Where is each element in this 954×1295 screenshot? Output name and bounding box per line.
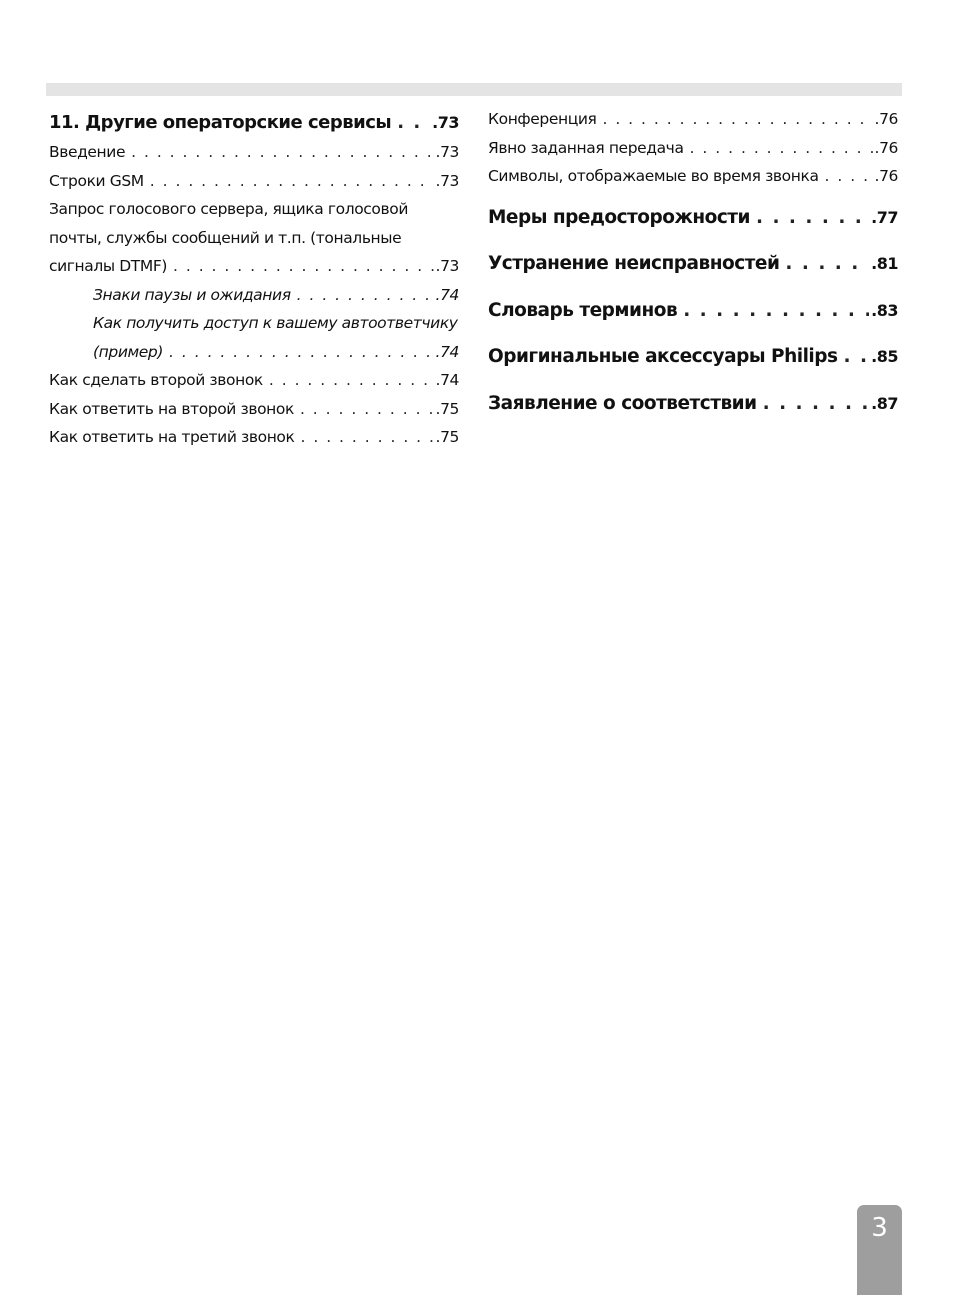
toc-right-column	[488, 105, 898, 427]
toc-entry-answer-third[interactable]	[49, 423, 459, 452]
toc-leader	[300, 395, 434, 424]
toc-entry-page: .74	[435, 371, 459, 389]
toc-entry-page: .73	[435, 257, 459, 275]
toc-leader	[683, 288, 869, 335]
toc-entry-transfer[interactable]	[488, 134, 898, 163]
toc-entry-title: (пример)	[93, 342, 164, 361]
toc-entry-title: 11. Другие операторские сервисы	[49, 112, 392, 133]
toc-section-conformity[interactable]	[488, 381, 898, 428]
toc-entry-title: Знаки паузы и ожидания	[93, 285, 291, 304]
toc-entry-page: .83	[871, 300, 898, 320]
toc-entry-page: .73	[435, 171, 459, 190]
toc-entry-title: сигналы DTMF)	[49, 257, 167, 275]
toc-entry-page: .75	[435, 428, 459, 446]
toc-entry-title: Как сделать второй звонок	[49, 371, 263, 389]
toc-leader	[690, 134, 873, 163]
toc-entry-title-line: Запрос голосового сервера, ящика голосовой	[49, 200, 408, 218]
toc-entry-title: Оригинальные аксессуары Philips	[488, 346, 838, 367]
toc-entry-title: Строки GSM	[49, 171, 144, 190]
toc-entry-title-line: Как получить доступ к вашему автоответчику	[93, 314, 458, 332]
toc-entry-title: Меры предосторожности	[488, 206, 750, 228]
toc-entry-page: .74	[435, 285, 459, 304]
toc-leader	[756, 195, 869, 242]
toc-leader	[844, 334, 870, 381]
toc-entry-title: Устранение неисправностей	[488, 253, 780, 274]
toc-entry-second-call[interactable]	[49, 366, 459, 395]
toc-section-glossary[interactable]	[488, 288, 898, 335]
toc-entry-title: Конференция	[488, 110, 597, 128]
toc-left-column	[49, 108, 459, 452]
toc-leader	[150, 167, 434, 196]
toc-leader	[173, 252, 434, 281]
toc-section-precautions[interactable]	[488, 195, 898, 242]
toc-leader	[300, 423, 433, 452]
toc-chapter-11[interactable]	[49, 108, 459, 138]
toc-leader	[825, 162, 873, 191]
toc-entry-title: Словарь терминов	[488, 299, 678, 321]
toc-entry-title: Явно заданная передача	[488, 138, 684, 157]
toc-entry-intro[interactable]	[49, 138, 459, 167]
toc-entry-page: .76	[874, 138, 898, 157]
page-number-tab	[857, 1205, 902, 1295]
toc-leader	[169, 338, 434, 367]
toc-entry-page: .77	[871, 207, 898, 227]
toc-leader	[269, 366, 434, 395]
toc-entry-page: .74	[435, 342, 459, 361]
toc-entry-conference[interactable]	[488, 105, 898, 134]
toc-entry-page: .76	[874, 167, 898, 185]
toc-leader	[131, 138, 433, 167]
page-number: 3	[871, 1213, 888, 1243]
header-bar	[46, 83, 902, 96]
toc-entry-answer-second[interactable]	[49, 395, 459, 424]
toc-entry-title: Символы, отображаемые во время звонка	[488, 167, 819, 185]
toc-leader	[397, 108, 430, 138]
toc-section-accessories[interactable]	[488, 334, 898, 381]
toc-entry-page: .85	[871, 347, 898, 366]
toc-leader	[785, 241, 869, 288]
toc-entry-title-line: почты, службы сообщений и т.п. (тональные	[49, 228, 402, 247]
toc-entry-title: Как ответить на второй звонок	[49, 399, 294, 418]
toc-entry-page: .73	[432, 113, 459, 132]
toc-entry-dtmf[interactable]	[49, 195, 459, 281]
toc-entry-symbols[interactable]	[488, 162, 898, 191]
toc-entry-page: .73	[435, 143, 459, 161]
toc-section-troubleshooting[interactable]	[488, 241, 898, 288]
toc-leader	[602, 105, 872, 134]
toc-entry-answering-machine[interactable]	[49, 309, 459, 366]
toc-entry-title: Как ответить на третий звонок	[49, 428, 295, 446]
toc-leader	[297, 281, 434, 310]
toc-entry-page: .76	[874, 110, 898, 128]
toc-entry-pause[interactable]	[49, 281, 459, 310]
toc-entry-gsm[interactable]	[49, 167, 459, 196]
toc-entry-title: Введение	[49, 143, 126, 161]
toc-entry-title: Заявление о соответствии	[488, 392, 757, 414]
toc-leader	[763, 381, 870, 428]
toc-entry-page: .87	[871, 393, 898, 413]
toc-entry-page: .75	[435, 399, 459, 418]
toc-entry-page: .81	[871, 254, 898, 273]
